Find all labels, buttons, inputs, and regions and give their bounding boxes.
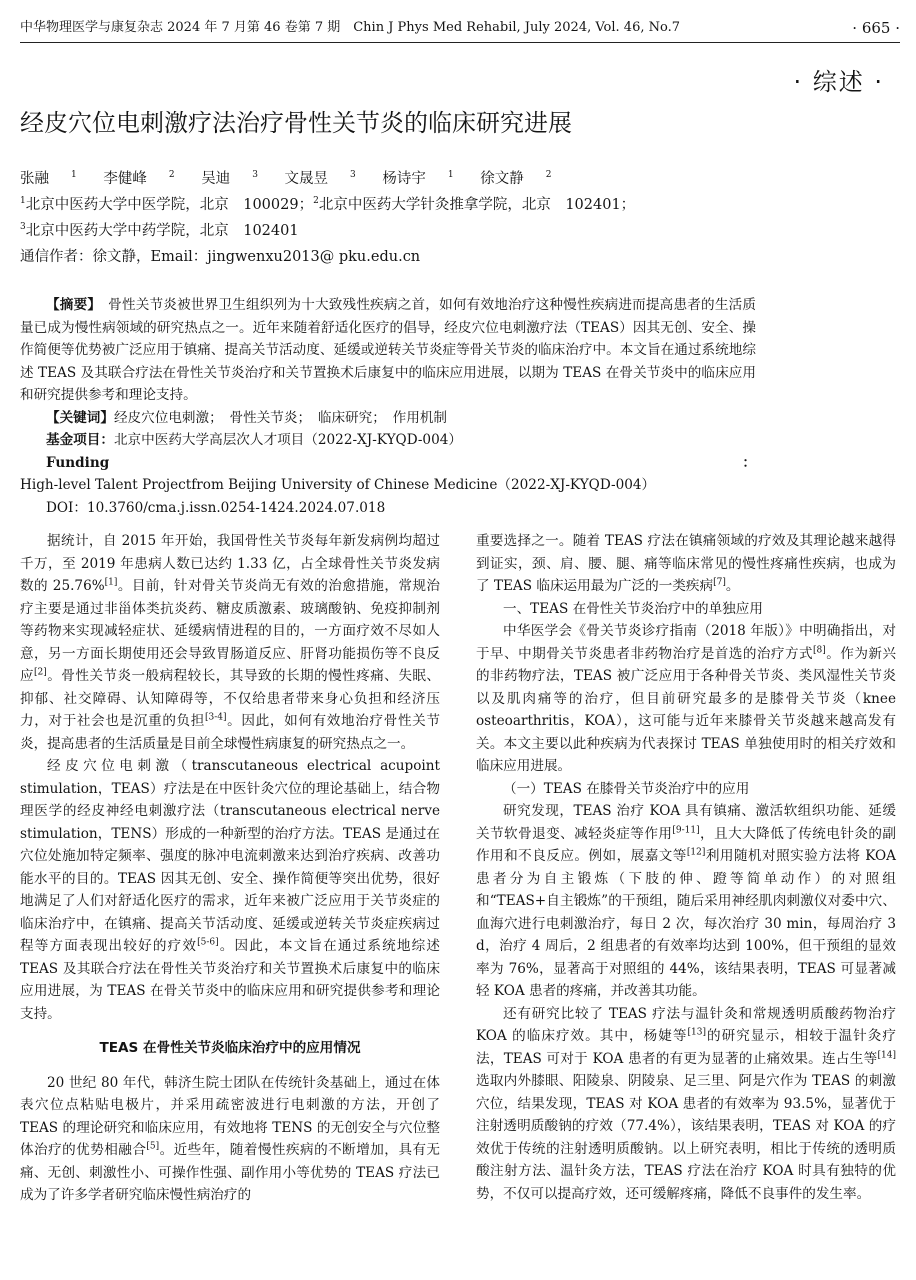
paragraph: 经皮穴位电刺激（transcutaneous electrical acupoint stimulation，TEAS）疗法是在中医针灸穴位的理论基础上，结合物理医学的经皮神经电刺激疗法（transcutaneous electrical nerve stimulation，TENS）形成的一种新型的治疗方法。TEAS 是通过在穴位处施加特定频率、强度的脉冲电流刺激来达到治疗疾病、改善功能水平的目的。TEAS 因其无创、安全、操作简便等突出优势，很好地满足了人们对舒适化医疗的需求，近年来被广泛应用于关节炎症的临床治疗中，在镇痛、提高关节活动度、延缓或逆转关节炎症疾病过程等方面表现出较好的疗效[5-6]。因此，本文旨在通过系统地综述 TEAS 及其联合疗法在骨性关节炎治疗和关节置换术后康复中的临床应用进展，为 TEAS 在骨关节炎中的临床应用和研究提供参考和理论支持。 — [20, 758, 441, 1022]
paragraph: 据统计，自 2015 年开始，我国骨性关节炎每年新发病例均超过千万，至 2019 年患病人数已达约 1.33 亿，占全球骨性关节炎发病数的 25.76%[1]。目前，针对骨关节炎尚无有效的治愈措施，常规治疗主要是通过非甾体类抗炎药、糖皮质激素、玻璃酸钠、免疫抑制剂等药物来实现减轻症状、延缓病情进程的目的，一方面疗效不尽如人意，另一方面长期使用还会导致胃肠道反应、肝肾功能损伤等不良反应[2]。骨性关节炎一般病程较长，其导致的长期的慢性疼痛、失眠、抑郁、社交障碍、认知障碍等，不仅给患者带来身心负担和经济压力，对于社会也是沉重的负担[3-4]。因此，如何有效地治疗骨性关节炎，提高患者的生活质量是目前全球慢性病康复的研究热点之一。 — [20, 533, 441, 752]
affiliation-line: $^1$北京中医药大学中医学院，北京 100029；$^2$北京中医药大学针灸推拿学院，北京 102401； — [20, 196, 636, 213]
author: 文晟昱 $^3$ — [284, 170, 356, 187]
journal-citation: 中华物理医学与康复杂志 2024 年 7 月第 46 卷第 7 期 Chin J Phys Med Rehabil, July 2024, Vol. 46, No.7 — [20, 20, 680, 35]
right-column — [476, 530, 896, 1205]
author: 张融 $^1$ — [20, 170, 77, 187]
doi: DOI：10.3760/cma.j.issn.0254-1424.2024.07.018 — [46, 499, 386, 516]
paragraph: 20 世纪 80 年代，韩济生院士团队在传统针灸基础上，通过在体表穴位点粘贴电极片，并采用疏密波进行电刺激的方法，开创了 TEAS 的理论研究和临床应用，有效地将 TENS 的无创安全与穴位整体治疗的优势相融合[5]。近些年，随着慢性疾病的不断增加，具有无痛、无创、刺激性小、可操作性强、副作用小等优势的 TEAS 疗法已成为了许多学者研究临床慢性病治疗的 — [20, 1074, 441, 1203]
front-matter — [20, 166, 900, 270]
abstract: 【摘要】 骨性关节炎被世界卫生组织列为十大致残性疾病之首，如何有效地治疗这种慢性疾病进而提高患者的生活质量已成为慢性病领域的研究热点之一。近年来随着舒适化医疗的倡导，经皮穴位电刺激疗法（TEAS）因其无创、安全、操作简便等优势被广泛应用于镇痛、提高关节活动度、延缓或逆转关节炎症等骨关节炎的临床治疗中。本文旨在通过系统地综述 TEAS 及其联合疗法在骨性关节炎治疗和关节置换术后康复中的临床应用进展，以期为 TEAS 在骨关节炎中的临床应用和研究提供参考和理论支持。 — [20, 297, 757, 403]
author: 徐文静 $^2$ — [480, 170, 552, 187]
author-list — [20, 166, 900, 192]
paragraph: 还有研究比较了 TEAS 疗法与温针灸和常规透明质酸药物治疗 KOA 的临床疗效。其中，杨婕等[13]的研究显示，相较于温针灸疗法，TEAS 可对于 KOA 患者的有更为显著的止痛效果。连占生等[14]选取内外膝眼、阳陵泉、阴陵泉、足三里、阿是穴作为 TEAS 的刺激穴位，结果发现，TEAS 对 KOA 患者的有效率为 93.5%，显著优于注射透明质酸钠的疗效（77.4%），该结果表明，TEAS 对 KOA 的疗效优于传统的注射透明质酸钠。以上研究表明，相比于传统的透明质酸注射方法、温针灸方法，TEAS 疗法在治疗 KOA 时具有独特的优势，不仅可以提高疗效，还可缓解疼痛，降低不良事件的发生率。 — [476, 1005, 896, 1202]
article-title: 经皮穴位电刺激疗法治疗骨性关节炎的临床研究进展 — [20, 109, 572, 137]
section-heading: TEAS 在骨性关节炎临床治疗中的应用情况 — [99, 1040, 361, 1056]
subsection-heading: （一）TEAS 在膝骨关节炎治疗中的应用 — [503, 780, 750, 797]
author: 吴迪 $^3$ — [201, 170, 258, 187]
paragraph: 研究发现，TEAS 治疗 KOA 具有镇痛、激活软组织功能、延缓关节软骨退变、减轻炎症等作用[9-11]，且大大降低了传统电针灸的副作用和不良反应。例如，展嘉文等[12]利用随机对照实验方法将 KOA 患者分为自主锻炼（下肢的伸、蹬等简单动作）的对照组和“TEAS+自主锻炼”的干预组，随后采用神经肌肉刺激仪对委中穴、血海穴进行电刺激治疗，每日 2 次，每次治疗 30 min，每周治疗 3 d，治疗 4 周后，2 组患者的有效率均达到 100%，但干预组的显效率为 76%，显著高于对照组的 44%，该结果表明，TEAS 可显著减轻 KOA 患者的疼痛，并改善其功能。 — [476, 803, 896, 999]
abstract-block — [20, 294, 756, 519]
page-number: · 665 · — [852, 19, 900, 37]
paragraph: 中华医学会《骨关节炎诊疗指南（2018 年版）》中明确指出，对于早、中期骨关节炎患者非药物治疗是首选的治疗方式[8]。作为新兴的非药物疗法，TEAS 被广泛应用于各种骨关节炎、类风湿性关节炎以及肌肉痛等的治疗，但目前研究最多的是膝骨关节炎（knee osteoarthritis，KOA），这可能与近年来膝骨关节炎越来越高发有关。本文主要以此种疾病为代表探讨 TEAS 单独使用时的相关疗效和临床应用进展。 — [476, 623, 897, 774]
column-label: · 综述 · — [793, 68, 884, 96]
left-column — [20, 530, 440, 1207]
running-head — [20, 18, 900, 43]
correspondence: 通信作者：徐文静，Email：jingwenxu2013@ pku.edu.cn — [20, 249, 421, 265]
author: 杨诗宇 $^1$ — [382, 170, 454, 187]
keywords: 【关键词】经皮穴位电刺激； 骨性关节炎； 临床研究； 作用机制 — [46, 409, 448, 426]
author: 李健峰 $^2$ — [103, 170, 175, 187]
subsection-heading: 一、TEAS 在骨性关节炎治疗中的单独应用 — [503, 600, 763, 617]
fund: 基金项目：北京中医药大学高层次人才项目（2022-XJ-KYQD-004） — [46, 432, 462, 448]
funding-en: Funding：High-level Talent Projectfrom Beijing University of Chinese Medicine（2022-XJ-KYQD-004） — [20, 454, 756, 493]
paragraph: 重要选择之一。随着 TEAS 疗法在镇痛领域的疗效及其理论越来越得到证实，颈、肩、腰、腿、痛等临床常见的慢性疼痛性疾病，也成为了 TEAS 临床运用最为广泛的一类疾病[7]。 — [476, 533, 896, 594]
affiliation-line: $^3$北京中医药大学中药学院，北京 102401 — [20, 222, 299, 239]
